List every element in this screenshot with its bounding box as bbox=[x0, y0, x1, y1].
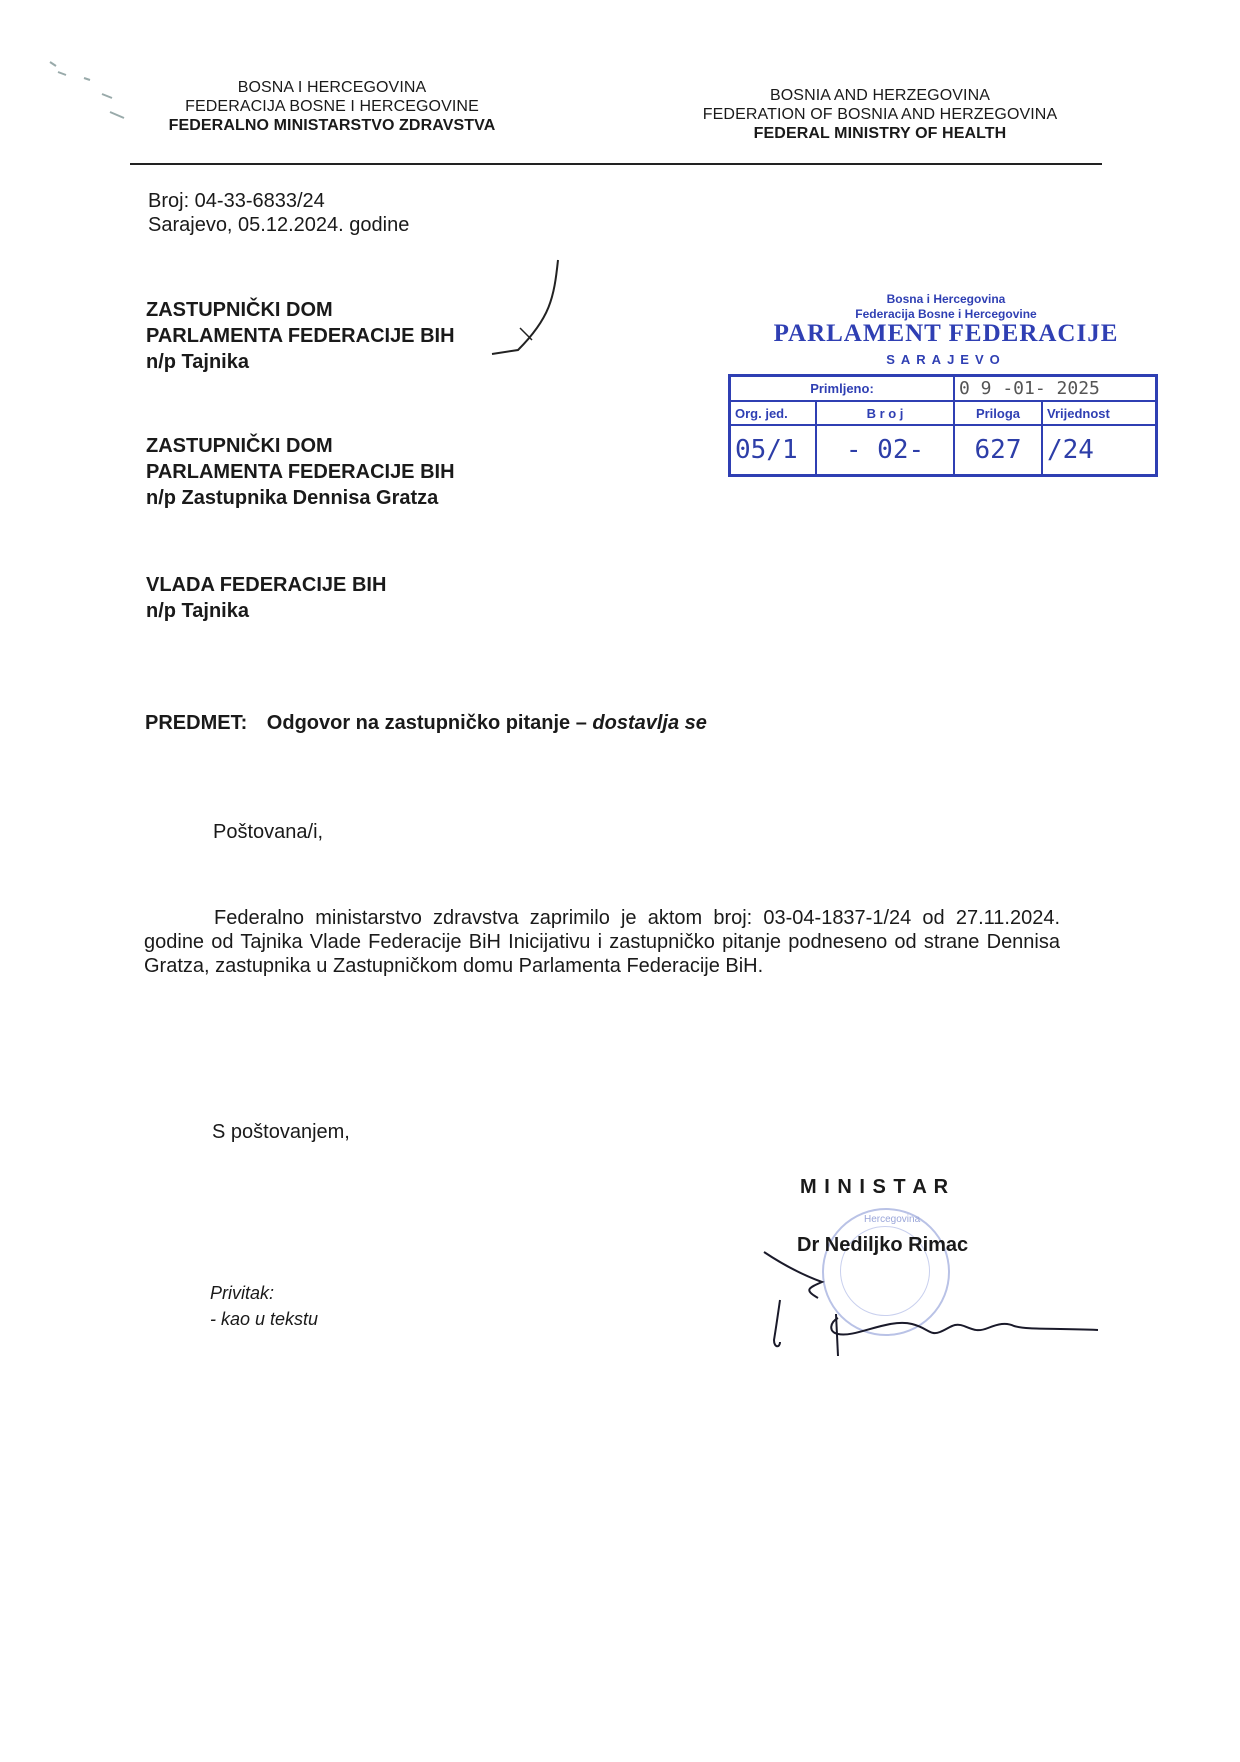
header-left-line-3: FEDERALNO MINISTARSTVO ZDRAVSTVA bbox=[168, 117, 496, 134]
stamp-val-org: 05/1 bbox=[735, 435, 798, 465]
recipient-3-line-1: VLADA FEDERACIJE BIH bbox=[146, 574, 387, 596]
attachment-label: Privitak: bbox=[210, 1283, 275, 1303]
subject-line bbox=[145, 712, 707, 735]
header-right-line-2: FEDERATION OF BOSNIA AND HERZEGOVINA bbox=[702, 106, 1058, 123]
closing: S poštovanjem, bbox=[212, 1121, 350, 1143]
stamp-col-org: Org. jed. bbox=[735, 405, 788, 421]
header-right bbox=[680, 86, 1080, 143]
recipient-3-line-2: n/p Tajnika bbox=[146, 600, 249, 622]
stamp-line-2: Federacija Bosne i Hercegovine bbox=[855, 307, 1037, 321]
scan-marks bbox=[40, 50, 150, 140]
header-left-line-2: FEDERACIJA BOSNE I HERCEGOVINE bbox=[185, 98, 479, 115]
stamp-line-1: Bosna i Hercegovina bbox=[886, 292, 1006, 306]
recipient-2 bbox=[146, 433, 455, 511]
stamp-title: PARLAMENT FEDERACIJE bbox=[773, 320, 1119, 347]
stamp-table bbox=[728, 374, 1158, 477]
salutation: Poštovana/i, bbox=[213, 821, 324, 843]
handwritten-signature bbox=[752, 1244, 1104, 1362]
signatory-name: Dr Nediljko Rimac bbox=[797, 1234, 969, 1256]
recipient-2-line-1: ZASTUPNIČKI DOM bbox=[146, 435, 333, 457]
recipient-1 bbox=[146, 297, 455, 375]
header-left-line-1: BOSNA I HERCEGOVINA bbox=[237, 79, 427, 96]
checkmark-icon bbox=[490, 258, 560, 358]
stamp-val-vrijednost: /24 bbox=[1047, 435, 1094, 465]
subject-italic: dostavlja se bbox=[592, 712, 707, 734]
stamp-col-broj: B r o j bbox=[866, 405, 904, 421]
header-left bbox=[148, 78, 516, 135]
recipient-3 bbox=[146, 572, 386, 624]
recipient-2-line-3: n/p Zastupnika Dennisa Gratza bbox=[146, 487, 439, 509]
stamp-col-vrijednost: Vrijednost bbox=[1047, 405, 1110, 421]
stamp-received-label: Primljeno: bbox=[810, 381, 874, 396]
stamp-val-priloga: 627 bbox=[974, 435, 1022, 465]
header-right-line-1: BOSNIA AND HERZEGOVINA bbox=[769, 87, 991, 104]
document-place-date: Sarajevo, 05.12.2024. godine bbox=[148, 214, 410, 236]
header-rule bbox=[130, 163, 1102, 165]
recipient-2-line-2: PARLAMENTA FEDERACIJE BIH bbox=[146, 461, 455, 483]
subject-text: Odgovor na zastupničko pitanje – bbox=[266, 712, 593, 734]
body-paragraph bbox=[144, 906, 1060, 978]
subject-label: PREDMET: bbox=[145, 712, 248, 734]
recipient-1-line-3: n/p Tajnika bbox=[146, 351, 249, 373]
body-paragraph-text: Federalno ministarstvo zdravstva zaprimilo je aktom broj: 03-04-1837-1/24 od 27.11.2024. godine od Tajnika Vlade Federacije BiH Inicijativu i zastupničko pitanje podneseno od strane Dennisa Gratza, zastupnika u Zastupničkom domu Parlamenta Federacije BiH. bbox=[144, 907, 1060, 977]
document-meta bbox=[148, 189, 409, 237]
recipient-1-line-1: ZASTUPNIČKI DOM bbox=[146, 299, 333, 321]
header-right-line-3: FEDERAL MINISTRY OF HEALTH bbox=[753, 125, 1007, 142]
attachment bbox=[210, 1280, 318, 1332]
document-number: Broj: 04-33-6833/24 bbox=[148, 190, 325, 212]
received-stamp bbox=[728, 290, 1164, 502]
stamp-val-broj: - 02- bbox=[845, 435, 925, 465]
signature-title: M I N I S T A R bbox=[800, 1176, 950, 1198]
stamp-city: SARAJEVO bbox=[886, 352, 1006, 367]
seal-text: Hercegovina bbox=[864, 1214, 921, 1225]
recipient-1-line-2: PARLAMENTA FEDERACIJE BIH bbox=[146, 325, 455, 347]
stamp-received-date: 0 9 -01- 2025 bbox=[959, 378, 1100, 399]
stamp-col-priloga: Priloga bbox=[975, 405, 1021, 421]
attachment-item: - kao u tekstu bbox=[210, 1309, 319, 1329]
